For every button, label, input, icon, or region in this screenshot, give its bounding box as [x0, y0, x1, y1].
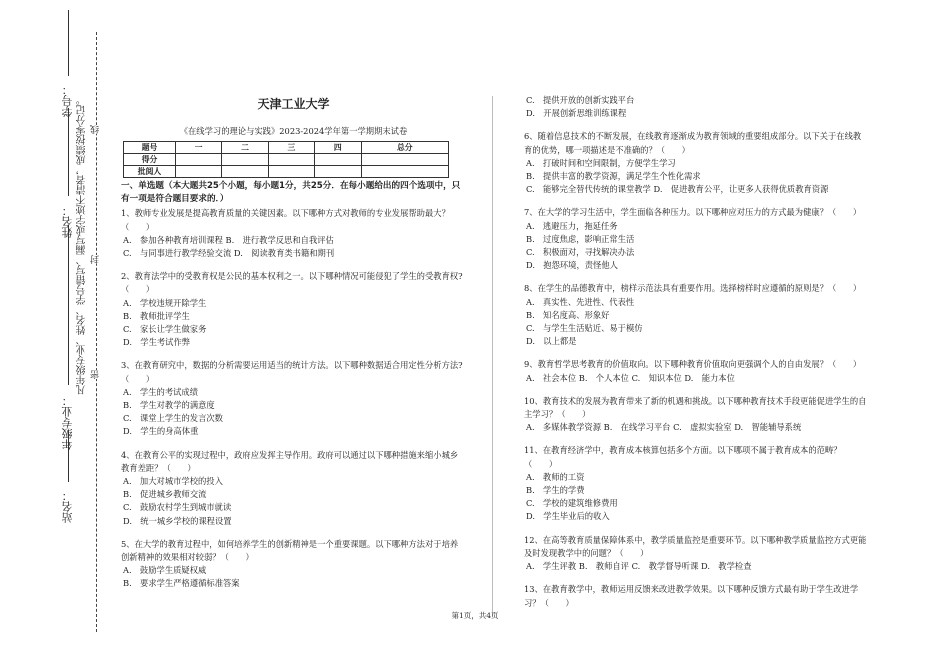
question — [524, 282, 869, 348]
question-option: A. 鼓励学生质疑权威 — [123, 565, 207, 576]
question-option: B. 学生的学费 — [526, 485, 585, 496]
score-cell[interactable] — [315, 166, 361, 178]
score-col-header: 四 — [315, 142, 361, 154]
page-footer: 第1页，共4页 — [451, 611, 499, 620]
score-row-label: 批阅人 — [124, 166, 176, 178]
question-stem: 6、随着信息技术的不断发展，在线教育逐渐成为教育领域的重要组成部分。以下关于在线教育的优势，哪一项描述是不准确的？（ ） — [524, 131, 862, 155]
question-option: B. 知名度高、形象好 — [526, 309, 610, 320]
section-heading: 一、单选题（本大题共25个小题，每小题1分，共25分．在每小题给出的四个选项中，只有一项是符合题目要求的．） — [121, 181, 461, 204]
question-stem: 12、在高等教育质量保障体系中，教学质量监控是重要环节。以下哪种教学质量监控方式更能及时发现教学中的问题？（ ） — [524, 534, 867, 558]
score-col-header: 总分 — [361, 142, 449, 154]
question-stem: 2、教育法学中的受教育权是公民的基本权利之一。以下哪种情况可能侵犯了学生的受教育权?（ ） — [121, 271, 463, 295]
school-label: 站名： — [61, 490, 74, 523]
school-blank — [68, 430, 69, 482]
dashed-cut-line — [96, 32, 97, 632]
score-table-row — [124, 166, 449, 178]
question-option: A. 教师的工资 — [526, 471, 585, 482]
question — [121, 538, 466, 591]
seal-feng: 封 — [91, 255, 101, 264]
question-option: A. 真实性、先进性、代表性 — [526, 296, 635, 307]
question-option: D. 学生的身高体重 — [123, 426, 199, 437]
score-table — [123, 141, 449, 178]
name-blank — [68, 108, 69, 196]
question-stem: 8、在学生的品德教育中，榜样示范法具有重要作用。选择榜样时应遵循的原则是？（ ） — [524, 283, 862, 294]
score-cell[interactable] — [268, 166, 314, 178]
question-option: A. 逃避压力，拖延任务 — [526, 220, 618, 231]
question-option: D. 开展创新思维训练课程 — [526, 108, 627, 119]
score-cell[interactable] — [268, 154, 314, 166]
question — [121, 449, 466, 528]
student-id-label: 学号： — [61, 84, 74, 117]
question — [121, 270, 466, 349]
question-stem: 11、在教育经济学中，教育成本核算包括多个方面。以下哪项不属于教育成本的范畴？（ ） — [524, 445, 842, 469]
notice-text: 凡年级专业、姓名、学号错写、漏写或字迹不清者，成绩按零分记。 — [77, 95, 88, 395]
score-col-header: 二 — [222, 142, 268, 154]
score-table-row — [124, 142, 449, 154]
class-label: 年级专业： — [61, 395, 74, 450]
question — [524, 395, 869, 435]
score-cell[interactable] — [176, 154, 222, 166]
question-stem: 3、在教育研究中，数据的分析需要运用适当的统计方法。以下哪种数据适合用定性分析方法?（ ） — [121, 360, 463, 384]
question-option: C. 与同事进行教学经验交流 D. 阅读教育类书籍和期刊 — [123, 248, 335, 259]
exam-title: 《在线学习的理论与实践》2023-2024学年第一学期期末试卷 — [179, 126, 408, 137]
question-option: A. 学生的考试成绩 — [123, 386, 199, 397]
right-column — [524, 94, 869, 620]
question-stem: 7、在大学的学习生活中，学生面临各种压力。以下哪种应对压力的方式最为健康？（ ） — [524, 207, 862, 218]
score-cell[interactable] — [315, 154, 361, 166]
class-blank — [68, 225, 69, 385]
question — [524, 583, 869, 609]
question-option: B. 学生对教学的满意度 — [123, 400, 215, 411]
question — [524, 534, 869, 574]
binding-margin — [0, 0, 110, 672]
question-stem: 9、教育哲学思考教育的价值取向。以下哪种教育价值取向更强调个人的自由发展？（ ） — [524, 359, 862, 370]
seal-xian: 线 — [91, 125, 101, 134]
question-option: C. 家长让学生做家务 — [123, 324, 207, 335]
question-stem: 5、在大学的教育过程中，如何培养学生的创新精神是一个重要课题。以下哪种方法对于培养创新精神的效果相对较弱？（ ） — [121, 538, 459, 563]
question-option: D. 抱怨环境，责怪他人 — [526, 260, 618, 271]
question — [121, 359, 466, 438]
question-option: B. 提供丰富的教学资源，满足学生个性化需求 — [526, 171, 701, 182]
question-option: A. 参加各种教育培训课程 B. 进行教学反思和自我评估 — [123, 234, 334, 245]
question-option: A. 学校违规开除学生 — [123, 297, 207, 308]
question-option: B. 过度焦虑，影响正常生活 — [526, 233, 635, 244]
question-option: C. 积极面对，寻找解决办法 — [526, 247, 635, 258]
question-option: A. 打破时间和空间限制，方便学生学习 — [526, 157, 676, 168]
question-option: A. 社会本位 B. 个人本位 C. 知识本位 D. 能力本位 — [526, 372, 735, 383]
score-row-label: 得分 — [124, 154, 176, 166]
question-stem: 10、教育技术的发展为教育带来了新的机遇和挑战。以下哪种教育技术手段更能促进学生的自主学习？（ ） — [524, 395, 867, 420]
column-divider — [492, 96, 493, 616]
score-col-header: 三 — [268, 142, 314, 154]
question-option: D. 学生毕业后的收入 — [526, 511, 610, 522]
question-option: C. 能够完全替代传统的课堂教学 D. 促进教育公平，让更多人获得优质教育资源 — [526, 184, 829, 195]
question-option: C. 学校的建筑维修费用 — [526, 498, 618, 509]
question-option: A. 多媒体教学资源 B. 在线学习平台 C. 虚拟实验室 D. 智能辅导系统 — [526, 422, 802, 433]
question-option: C. 课堂上学生的发言次数 — [123, 413, 223, 424]
score-row-label: 题号 — [124, 142, 176, 154]
seal-mi: 密 — [91, 370, 101, 379]
score-cell[interactable] — [222, 166, 268, 178]
score-cell[interactable] — [361, 154, 449, 166]
question — [121, 207, 466, 260]
question-stem: 1、教师专业发展是提高教育质量的关键因素。以下哪种方式对教师的专业发展帮助最大？（ ） — [121, 208, 450, 232]
question-option: B. 教师批评学生 — [123, 310, 190, 321]
left-column — [121, 88, 466, 601]
question-option: B. 促进城乡教师交流 — [123, 489, 207, 500]
name-label: 姓名： — [61, 205, 74, 238]
student-id-blank — [68, 10, 69, 76]
score-cell[interactable] — [176, 166, 222, 178]
question-stem: 13、在教育教学中，教师运用反馈来改进教学效果。以下哪种反馈方式最有助于学生改进学习？（ ） — [524, 584, 859, 608]
question-option: C. 提供开放的创新实践平台 — [526, 95, 635, 105]
score-cell[interactable] — [361, 166, 449, 178]
question-option: C. 与学生生活贴近、易于模仿 — [526, 323, 643, 334]
question-option: B. 要求学生严格遵循标准答案 — [123, 578, 240, 589]
question-option: D. 统一城乡学校的课程设置 — [123, 515, 232, 526]
score-col-header: 一 — [176, 142, 222, 154]
question-option: A. 加大对城市学校的投入 — [123, 476, 223, 487]
question — [524, 444, 869, 523]
question-option: C. 鼓励农村学生到城市就读 — [123, 502, 232, 513]
question-continued — [524, 94, 869, 120]
question-option: D. 以上都是 — [526, 336, 577, 347]
question-option: A. 学生评教 B. 教师自评 C. 教学督导听课 D. 教学检查 — [526, 561, 752, 572]
question — [524, 206, 869, 272]
question — [524, 130, 869, 196]
score-cell[interactable] — [222, 154, 268, 166]
question-option: D. 学生考试作弊 — [123, 337, 191, 348]
question — [524, 358, 869, 384]
score-table-row — [124, 154, 449, 166]
university-title: 天津工业大学 — [257, 97, 330, 111]
question-stem: 4、在教育公平的实现过程中，政府应发挥主导作用。政府可以通过以下哪种措施来缩小城乡教育差距？（ ） — [121, 449, 459, 473]
